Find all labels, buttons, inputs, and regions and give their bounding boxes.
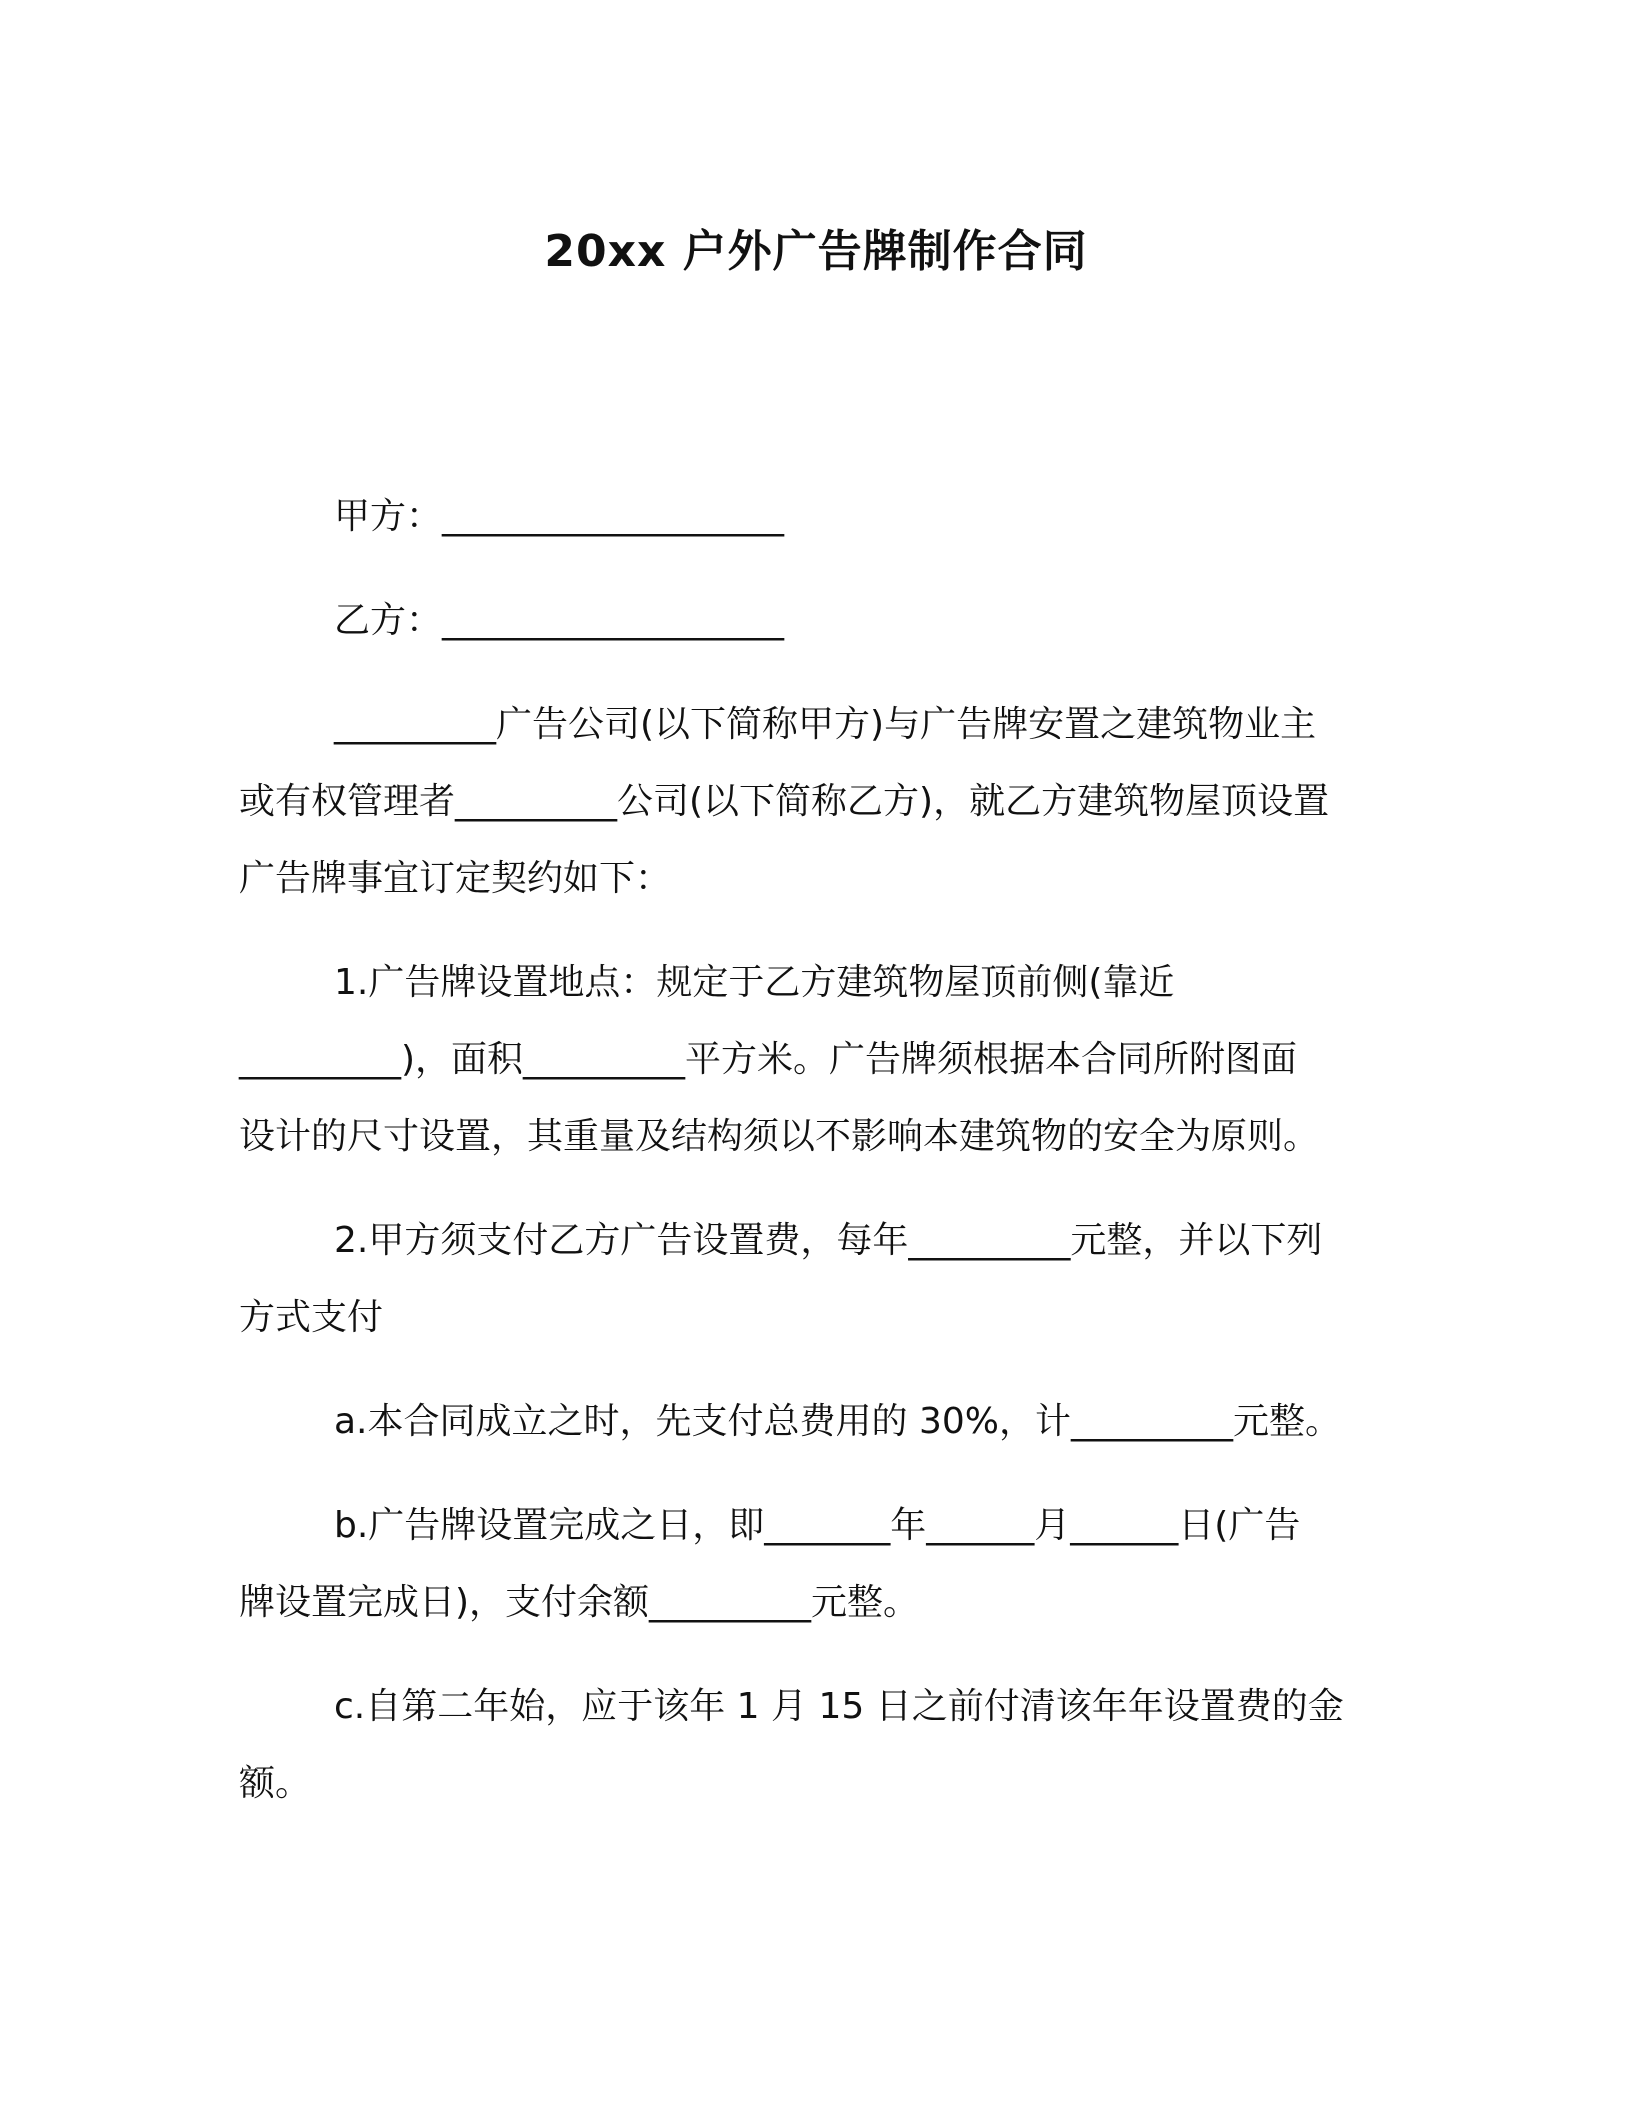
item-b-line-2: 牌设置完成日)，支付余额_________元整。 xyxy=(239,1582,920,1623)
item-c-line-1: c.自第二年始，应于该年 1 月 15 日之前付清该年年设置费的金 xyxy=(334,1686,1344,1727)
clause-2-line-1: 2.甲方须支付乙方广告设置费，每年_________元整，并以下列 xyxy=(334,1220,1323,1261)
intro-line-3: 广告牌事宜订定契约如下： xyxy=(239,858,672,899)
party-b-line: 乙方：___________________ xyxy=(334,600,785,641)
clause-1-line-2: _________)，面积_________平方米。广告牌须根据本合同所附图面 xyxy=(239,1039,1298,1080)
clause-1-line-1: 1.广告牌设置地点：规定于乙方建筑物屋顶前侧(靠近 xyxy=(334,962,1175,1003)
clause-2-line-2: 方式支付 xyxy=(239,1297,384,1338)
item-c-line-2: 额。 xyxy=(239,1763,312,1804)
item-b-line-1: b.广告牌设置完成之日，即_______年______月______日(广告 xyxy=(334,1505,1301,1546)
clause-1-line-3: 设计的尺寸设置，其重量及结构须以不影响本建筑物的安全为原则。 xyxy=(239,1116,1320,1157)
item-a-line: a.本合同成立之时，先支付总费用的 30%，计_________元整。 xyxy=(334,1401,1341,1442)
intro-line-1: _________广告公司(以下简称甲方)与广告牌安置之建筑物业主 xyxy=(334,704,1317,745)
intro-line-2: 或有权管理者_________公司(以下简称乙方)，就乙方建筑物屋顶设置 xyxy=(239,781,1330,822)
party-a-line: 甲方：___________________ xyxy=(334,496,785,537)
document-title: 20xx 户外广告牌制作合同 xyxy=(544,226,1088,277)
